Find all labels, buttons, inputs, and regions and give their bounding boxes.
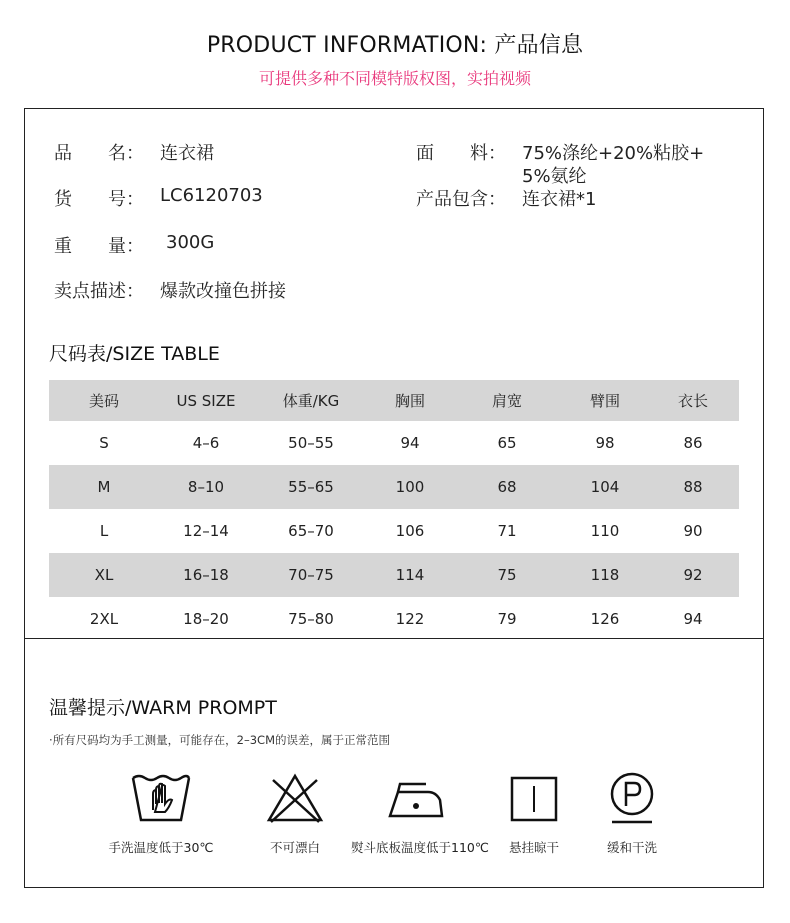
cell-weight: 55–65 (288, 478, 334, 496)
cell-arm: 110 (590, 522, 620, 540)
header-us-size: US SIZE (176, 391, 236, 410)
no-bleach-icon (263, 770, 327, 826)
cell-size: XL (94, 566, 114, 584)
cell-size: 2XL (89, 610, 119, 628)
page-title: PRODUCT INFORMATION: 产品信息 (206, 33, 584, 58)
weight-value: 300G (166, 232, 215, 253)
table-row (49, 509, 739, 553)
care-label: 熨斗底板温度低于110℃ (351, 840, 489, 855)
cell-size: L (99, 522, 109, 540)
size-table-header-row (49, 380, 739, 421)
name-label: 品 名： (54, 143, 144, 164)
header-shoulder: 肩宽 (491, 392, 522, 410)
name-value: 连衣裙 (160, 143, 214, 164)
selling-value: 爆款改撞色拼接 (160, 281, 286, 302)
includes-label: 产品包含： (416, 189, 506, 210)
care-item-dry-clean (567, 770, 697, 856)
includes-value: 连衣裙*1 (522, 189, 597, 210)
cell-arm: 118 (590, 566, 620, 584)
header-length: 衣长 (677, 392, 708, 410)
code-value: LC6120703 (160, 185, 263, 206)
care-item-no-bleach (230, 770, 360, 856)
cell-length: 88 (683, 478, 703, 496)
care-item-iron (351, 770, 489, 856)
cell-bust: 106 (395, 522, 425, 540)
selling-label: 卖点描述： (54, 281, 144, 302)
cell-us-size: 12–14 (183, 522, 229, 540)
cell-length: 94 (683, 610, 703, 628)
cell-shoulder: 68 (497, 478, 517, 496)
cell-shoulder: 79 (497, 610, 517, 628)
header-us-code: 美码 (88, 392, 119, 410)
cell-size: S (99, 434, 109, 452)
table-row (49, 553, 739, 597)
size-table (49, 380, 739, 641)
cell-us-size: 16–18 (183, 566, 229, 584)
hand-wash-icon (129, 770, 193, 826)
iron-icon (384, 770, 448, 826)
fabric-value-line1: 75%涤纶+20%粘胶+ (522, 143, 705, 164)
cell-weight: 75–80 (288, 610, 334, 628)
cell-weight: 65–70 (288, 522, 334, 540)
cell-size: M (97, 478, 111, 496)
cell-shoulder: 71 (497, 522, 517, 540)
cell-length: 86 (683, 434, 703, 452)
cell-length: 92 (683, 566, 703, 584)
table-row (49, 597, 739, 641)
table-row (49, 465, 739, 509)
fabric-label: 面 料： (416, 143, 506, 164)
care-label: 缓和干洗 (606, 840, 657, 855)
size-table-heading: 尺码表/SIZE TABLE (49, 343, 220, 365)
cell-us-size: 4–6 (192, 434, 220, 452)
care-label: 不可漂白 (269, 840, 320, 855)
page-subtitle: 可提供多种不同模特版权图，实拍视频 (258, 69, 531, 88)
care-item-hand-wash (96, 770, 226, 856)
care-label: 手洗温度低于30℃ (108, 840, 214, 855)
cell-length: 90 (683, 522, 703, 540)
header-bust: 胸围 (394, 392, 425, 410)
header-weight: 体重/KG (282, 392, 340, 410)
measurement-note: ·所有尺码均为手工测量，可能存在，2–3CM的误差，属于正常范围 (49, 733, 390, 747)
cell-arm: 104 (590, 478, 620, 496)
cell-us-size: 18–20 (183, 610, 229, 628)
cell-bust: 114 (395, 566, 425, 584)
warm-prompt-heading: 温馨提示/WARM PROMPT (49, 697, 277, 719)
care-label: 悬挂晾干 (508, 840, 559, 855)
weight-label: 重 量： (54, 236, 144, 257)
cell-bust: 122 (395, 610, 425, 628)
table-row (49, 421, 739, 465)
cell-bust: 94 (400, 434, 420, 452)
cell-arm: 126 (590, 610, 620, 628)
fabric-value-line2: 5%氨纶 (522, 166, 587, 187)
dry-clean-p-icon (600, 770, 664, 826)
line-dry-icon (502, 770, 566, 826)
cell-weight: 50–55 (288, 434, 334, 452)
code-label: 货 号： (54, 189, 144, 210)
cell-weight: 70–75 (288, 566, 334, 584)
header-arm: 臂围 (589, 392, 620, 410)
cell-arm: 98 (595, 434, 615, 452)
cell-us-size: 8–10 (187, 478, 225, 496)
cell-shoulder: 75 (497, 566, 517, 584)
cell-bust: 100 (395, 478, 425, 496)
cell-shoulder: 65 (497, 434, 517, 452)
